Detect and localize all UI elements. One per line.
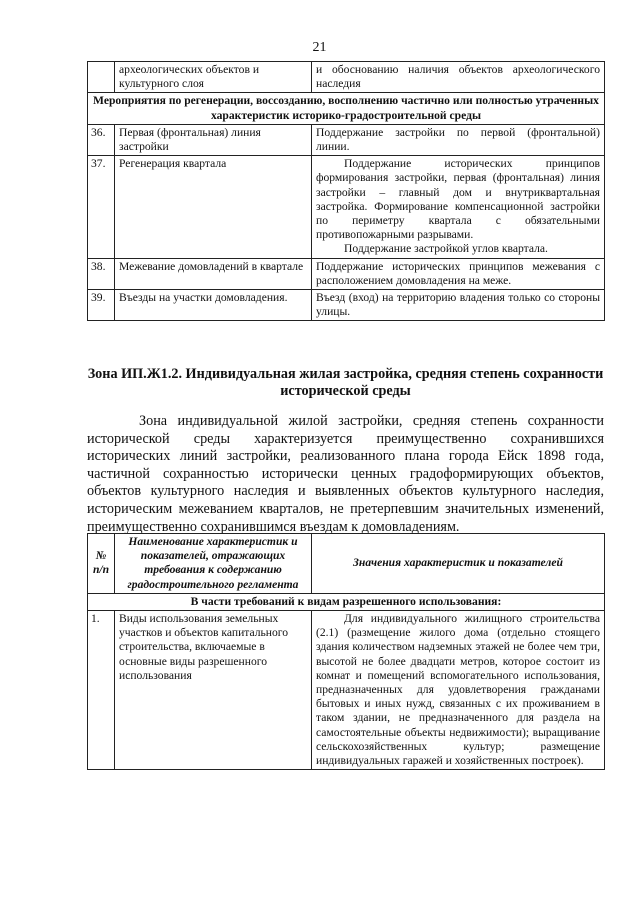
table-row [88,124,605,155]
row-name: Межевание домовладений в квартале [115,258,312,289]
row-value [312,124,605,155]
header-value: Значения характеристик и показателей [312,534,605,594]
requirements-table-continued [87,61,605,321]
table-header-row [88,534,605,594]
row-value: Для индивидуального жилищного строительства (2.1) (размещение жилого дома (отдельно стоящего здания количеством надземных этажей не более чем три, высотой не более двадцати метров, которое состоит из комнат и помещений вспомогательного использования, предназначенных для удовлетворения гражданами бытовых и иных нужд, связанных с их проживанием в таком здании, не предназначенного для раздела на самостоятельные объекты недвижимости); выращивание сельскохозяйственных культур; размещение индивидуальных гаражей и хозяйственных построек). [312,611,605,770]
row-number: 39. [88,290,115,321]
row-number: 1. [88,611,115,770]
table-row [88,611,605,770]
table-row [88,156,605,258]
header-num: № п/п [88,534,115,594]
page-number: 21 [312,40,327,55]
row-value [312,258,605,289]
zone-description: Зона индивидуальной жилой застройки, средняя степень сохранности исторической среды характеризуется преимущественно сохранившихся исторических линий застройки, реализованного плана города Ейск 1898 года, частичной сохранностью исторически ценных градоформирующих объектов, объектов культурного наследия и выявленных объектов культурного наследия, историческим межеванием кварталов, не претерпевшим значительных изменений, преимущественно сохранившимся въездам к домовладениям. [87,413,604,535]
row-number: 37. [88,156,115,258]
table-row [88,258,605,289]
table-cell-value: и обоснованию наличия объектов археологического наследия [312,62,605,93]
row-value-paragraph: Поддержание исторических принципов межевания с расположением домовладения на меже. [316,259,600,287]
table-row [88,62,605,93]
row-value-paragraph: Въезд (вход) на территорию владения только со стороны улицы. [316,291,600,319]
table-cell-num [88,62,115,93]
table-row [88,290,605,321]
row-value [312,290,605,321]
row-value [312,156,605,258]
section-title: Мероприятия по регенерации, воссозданию, восполнению частично или полностью утраченных характеристик историко-градостроительной среды [88,93,605,124]
table-section-row [88,593,605,610]
row-name: Регенерация квартала [115,156,312,258]
row-value-paragraph: Поддержание застройкой углов квартала. [344,242,548,256]
row-number: 38. [88,258,115,289]
zone-heading: Зона ИП.Ж1.2. Индивидуальная жилая застройка, средняя степень сохранности исторической среды [87,366,604,399]
row-name: Виды использования земельных участков и объектов капитального строительства, включаемые в основные виды разрешенного использования [115,611,312,770]
regulation-table [87,533,605,770]
row-value-paragraph: Поддержание застройки по первой (фронтальной) линии. [316,125,600,154]
row-name: Первая (фронтальная) линия застройки [115,124,312,155]
section-title: В части требований к видам разрешенного использования: [88,593,605,610]
header-name: Наименование характеристик и показателей, отражающих требования к содержанию градостроительного регламента [115,534,312,594]
row-name: Въезды на участки домовладения. [115,290,312,321]
table-cell-name: археологических объектов и культурного слоя [115,62,312,93]
table-section-row [88,93,605,124]
row-number: 36. [88,124,115,155]
row-value-paragraph: Поддержание исторических принципов формирования застройки, первая (фронтальная) линия застройки – главный дом и внутриквартальная застройка. Формирование компенсационной застройки по периметру квартала с обязательными противопожарными разрывами. [316,157,600,242]
